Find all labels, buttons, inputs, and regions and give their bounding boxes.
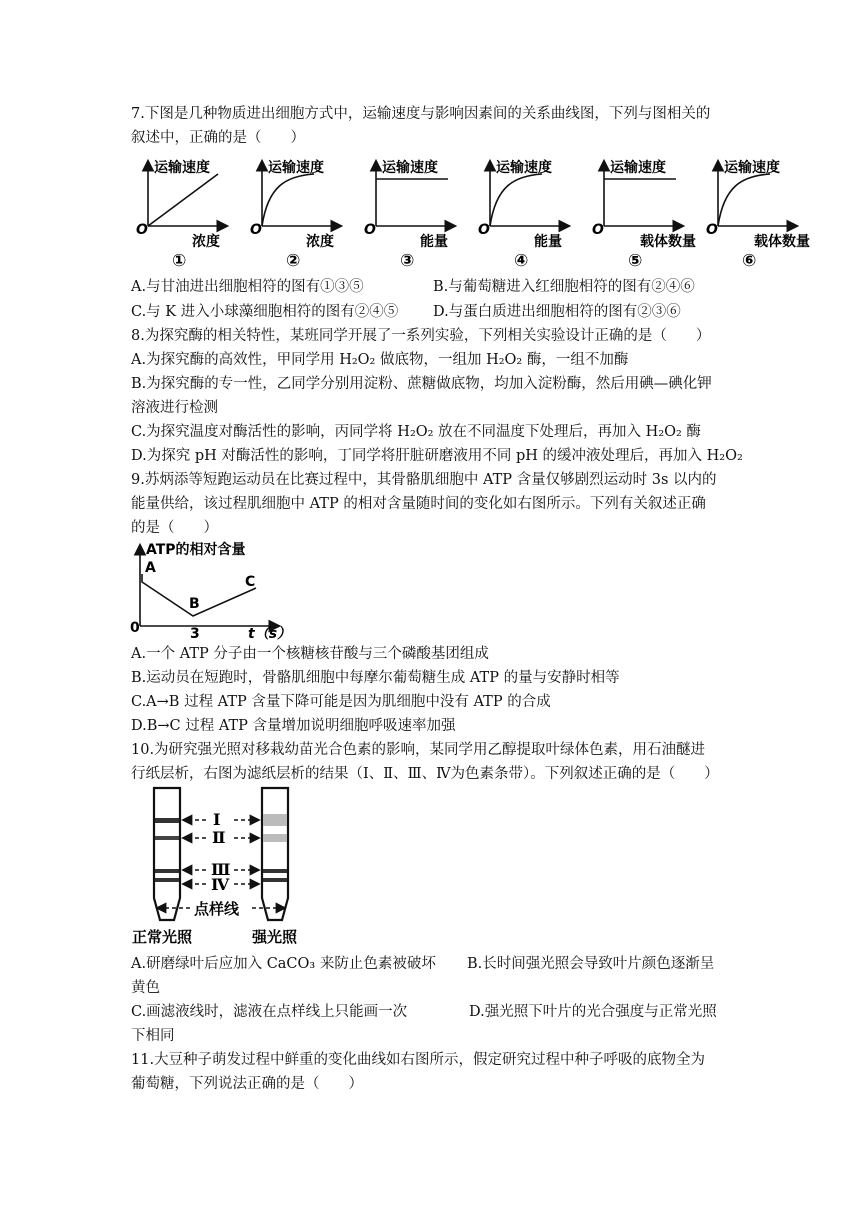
q7-graph-5-number: ⑤ xyxy=(628,251,643,271)
q9-point-a: A xyxy=(145,560,156,576)
q9-option-a: A.一个 ATP 分子由一个核糖核苷酸与三个磷酸基团组成 xyxy=(131,646,489,662)
q10-normal-light-label: 正常光照 xyxy=(132,928,193,946)
q8-option-a: A.为探究酶的高效性，甲同学用 H₂O₂ 做底物，一组加 H₂O₂ 酶，一组不加酶 xyxy=(131,352,629,368)
q7-graph-2-curve xyxy=(262,174,314,226)
q7-graph-3-origin: O xyxy=(364,222,376,238)
q7-graph-6-number: ⑥ xyxy=(742,251,757,271)
q10-band-strong-2 xyxy=(263,834,287,842)
q7-graph-6-origin: O xyxy=(706,222,718,238)
q9-point-c: C xyxy=(245,574,256,590)
q7-graph-group xyxy=(136,159,810,271)
q7-graph-3-y-label: 运输速度 xyxy=(382,160,438,176)
q10-strip-strong xyxy=(262,788,288,920)
q7-graph-6-x-label: 载体数量 xyxy=(754,234,810,250)
q8-option-d: D.为探究 pH 对酶活性的影响，丁同学将肝脏研磨液用不同 pH 的缓冲液处理后，再加入 H₂O₂ xyxy=(131,448,743,464)
q9-option-d: D.B→C 过程 ATP 含量增加说明细胞呼吸速率加强 xyxy=(131,718,456,734)
q9-stem-line2: 能量供给，该过程肌细胞中 ATP 的相对含量随时间的变化如右图所示。下列有关叙述正确 xyxy=(131,496,706,512)
q7-graph-2-number: ② xyxy=(286,251,301,271)
q10-stem-line2: 行纸层析，右图为滤纸层析的结果（Ⅰ、Ⅱ、Ⅲ、Ⅳ为色素条带）。下列叙述正确的是（ ） xyxy=(131,766,719,782)
q7-stem-line1: 7.下图是几种物质进出细胞方式中，运输速度与影响因素间的关系曲线图，下列与图相关的 xyxy=(131,106,711,122)
q7-graph-6-curve xyxy=(718,174,770,226)
q11-stem-line1: 11.大豆种子萌发过程中鲜重的变化曲线如右图所示，假定研究过程中种子呼吸的底物全为 xyxy=(131,1052,706,1068)
q8-option-b-line2: 溶液进行检测 xyxy=(131,400,218,416)
q10-option-d-line1: D.强光照下叶片的光合强度与正常光照 xyxy=(469,1004,717,1020)
q7-stem-line2: 叙述中，正确的是（ ） xyxy=(131,130,305,146)
q9-stem-line3: 的是（ ） xyxy=(131,520,218,536)
q10-option-d-line2: 下相同 xyxy=(131,1028,175,1044)
q7-graph-2-y-label: 运输速度 xyxy=(268,160,324,176)
q10-band-label-2: Ⅱ xyxy=(212,828,226,847)
q9-tick-3: 3 xyxy=(190,626,200,642)
q7-graph-1-y-label: 运输速度 xyxy=(154,160,210,176)
q10-band-label-1: Ⅰ xyxy=(213,810,221,829)
q10-strong-light-label: 强光照 xyxy=(252,928,298,946)
q10-band-label-3: Ⅲ xyxy=(211,860,231,879)
q7-graph-5-origin: O xyxy=(592,222,604,238)
q10-band-normal-3 xyxy=(155,869,179,873)
q9-option-c: C.A→B 过程 ATP 含量下降可能是因为肌细胞中没有 ATP 的合成 xyxy=(131,694,551,710)
q10-band-strong-4 xyxy=(263,878,287,882)
q10-band-strong-3 xyxy=(263,869,287,873)
q7-graph-5-y-label: 运输速度 xyxy=(610,160,666,176)
q10-band-label-4: Ⅳ xyxy=(211,875,230,894)
q10-chromatography-figure xyxy=(128,784,328,950)
q9-option-b: B.运动员在短跑时，骨骼肌细胞中每摩尔葡萄糖生成 ATP 的量与安静时相等 xyxy=(131,670,620,686)
q7-transport-graphs xyxy=(128,150,828,272)
q8-option-b-line1: B.为探究酶的专一性，乙同学分别用淀粉、蔗糖做底物，均加入淀粉酶，然后用碘—碘化钾 xyxy=(131,376,712,392)
q9-point-b: B xyxy=(189,596,200,612)
q7-graph-4-origin: O xyxy=(478,222,490,238)
q10-band-strong-1 xyxy=(263,814,287,826)
q10-option-c: C.画滤液线时，滤液在点样线上只能画一次 xyxy=(131,1004,408,1020)
q10-option-a: A.研磨绿叶后应加入 CaCO₃ 来防止色素被破坏 xyxy=(131,956,436,972)
q10-strip-normal xyxy=(154,788,180,920)
q7-graph-3-number: ③ xyxy=(400,251,415,271)
q10-option-b-line2: 黄色 xyxy=(131,980,160,996)
q7-graph-4-curve xyxy=(490,174,542,226)
q8-stem: 8.为探究酶的相关特性，某班同学开展了一系列实验，下列相关实验设计正确的是（ ） xyxy=(131,328,711,344)
q7-option-c: C.与 K 进入小球藻细胞相符的图有②④⑤ xyxy=(131,304,399,320)
q7-graph-2-origin: O xyxy=(250,222,262,238)
q9-x-label: t（s） xyxy=(248,626,292,642)
q7-option-a: A.与甘油进出细胞相符的图有①③⑤ xyxy=(131,279,364,295)
q9-origin: 0 xyxy=(130,620,140,636)
q8-option-c: C.为探究温度对酶活性的影响，丙同学将 H₂O₂ 放在不同温度下处理后，再加入 H₂O₂ 酶 xyxy=(131,424,701,440)
q7-graph-4-number: ④ xyxy=(514,251,529,271)
q7-graph-1-origin: O xyxy=(136,222,148,238)
q7-graph-1-x-label: 浓度 xyxy=(192,234,220,250)
q7-option-b: B.与葡萄糖进入红细胞相符的图有②④⑥ xyxy=(433,279,695,295)
q11-stem-line2: 葡萄糖，下列说法正确的是（ ） xyxy=(131,1076,363,1092)
q9-stem-line1: 9.苏炳添等短跑运动员在比赛过程中，其骨骼肌细胞中 ATP 含量仅够剧烈运动时 3s 以内的 xyxy=(131,472,717,488)
q7-option-d: D.与蛋白质进出细胞相符的图有②③⑥ xyxy=(433,304,681,320)
q10-option-b-line1: B.长时间强光照会导致叶片颜色逐渐呈 xyxy=(467,956,715,972)
q7-graph-6-y-label: 运输速度 xyxy=(724,160,780,176)
q10-origin-line-label: 点样线 xyxy=(194,900,240,918)
q7-graph-1-curve xyxy=(148,174,218,226)
q7-graph-3-x-label: 能量 xyxy=(420,234,448,250)
q10-band-normal-4 xyxy=(155,878,179,882)
q9-y-label: ATP的相对含量 xyxy=(146,542,246,558)
q10-stem-line1: 10.为研究强光照对移栽幼苗光合色素的影响，某同学用乙醇提取叶绿体色素，用石油醚进 xyxy=(131,742,706,758)
q7-graph-2-x-label: 浓度 xyxy=(306,234,334,250)
q7-graph-4-x-label: 能量 xyxy=(534,234,562,250)
q10-band-normal-1 xyxy=(155,818,179,823)
q7-graph-4-y-label: 运输速度 xyxy=(496,160,552,176)
q7-graph-1-number: ① xyxy=(172,251,187,271)
q9-atp-graph xyxy=(128,540,298,644)
q7-graph-5-x-label: 载体数量 xyxy=(640,234,696,250)
q10-band-normal-2 xyxy=(155,836,179,840)
